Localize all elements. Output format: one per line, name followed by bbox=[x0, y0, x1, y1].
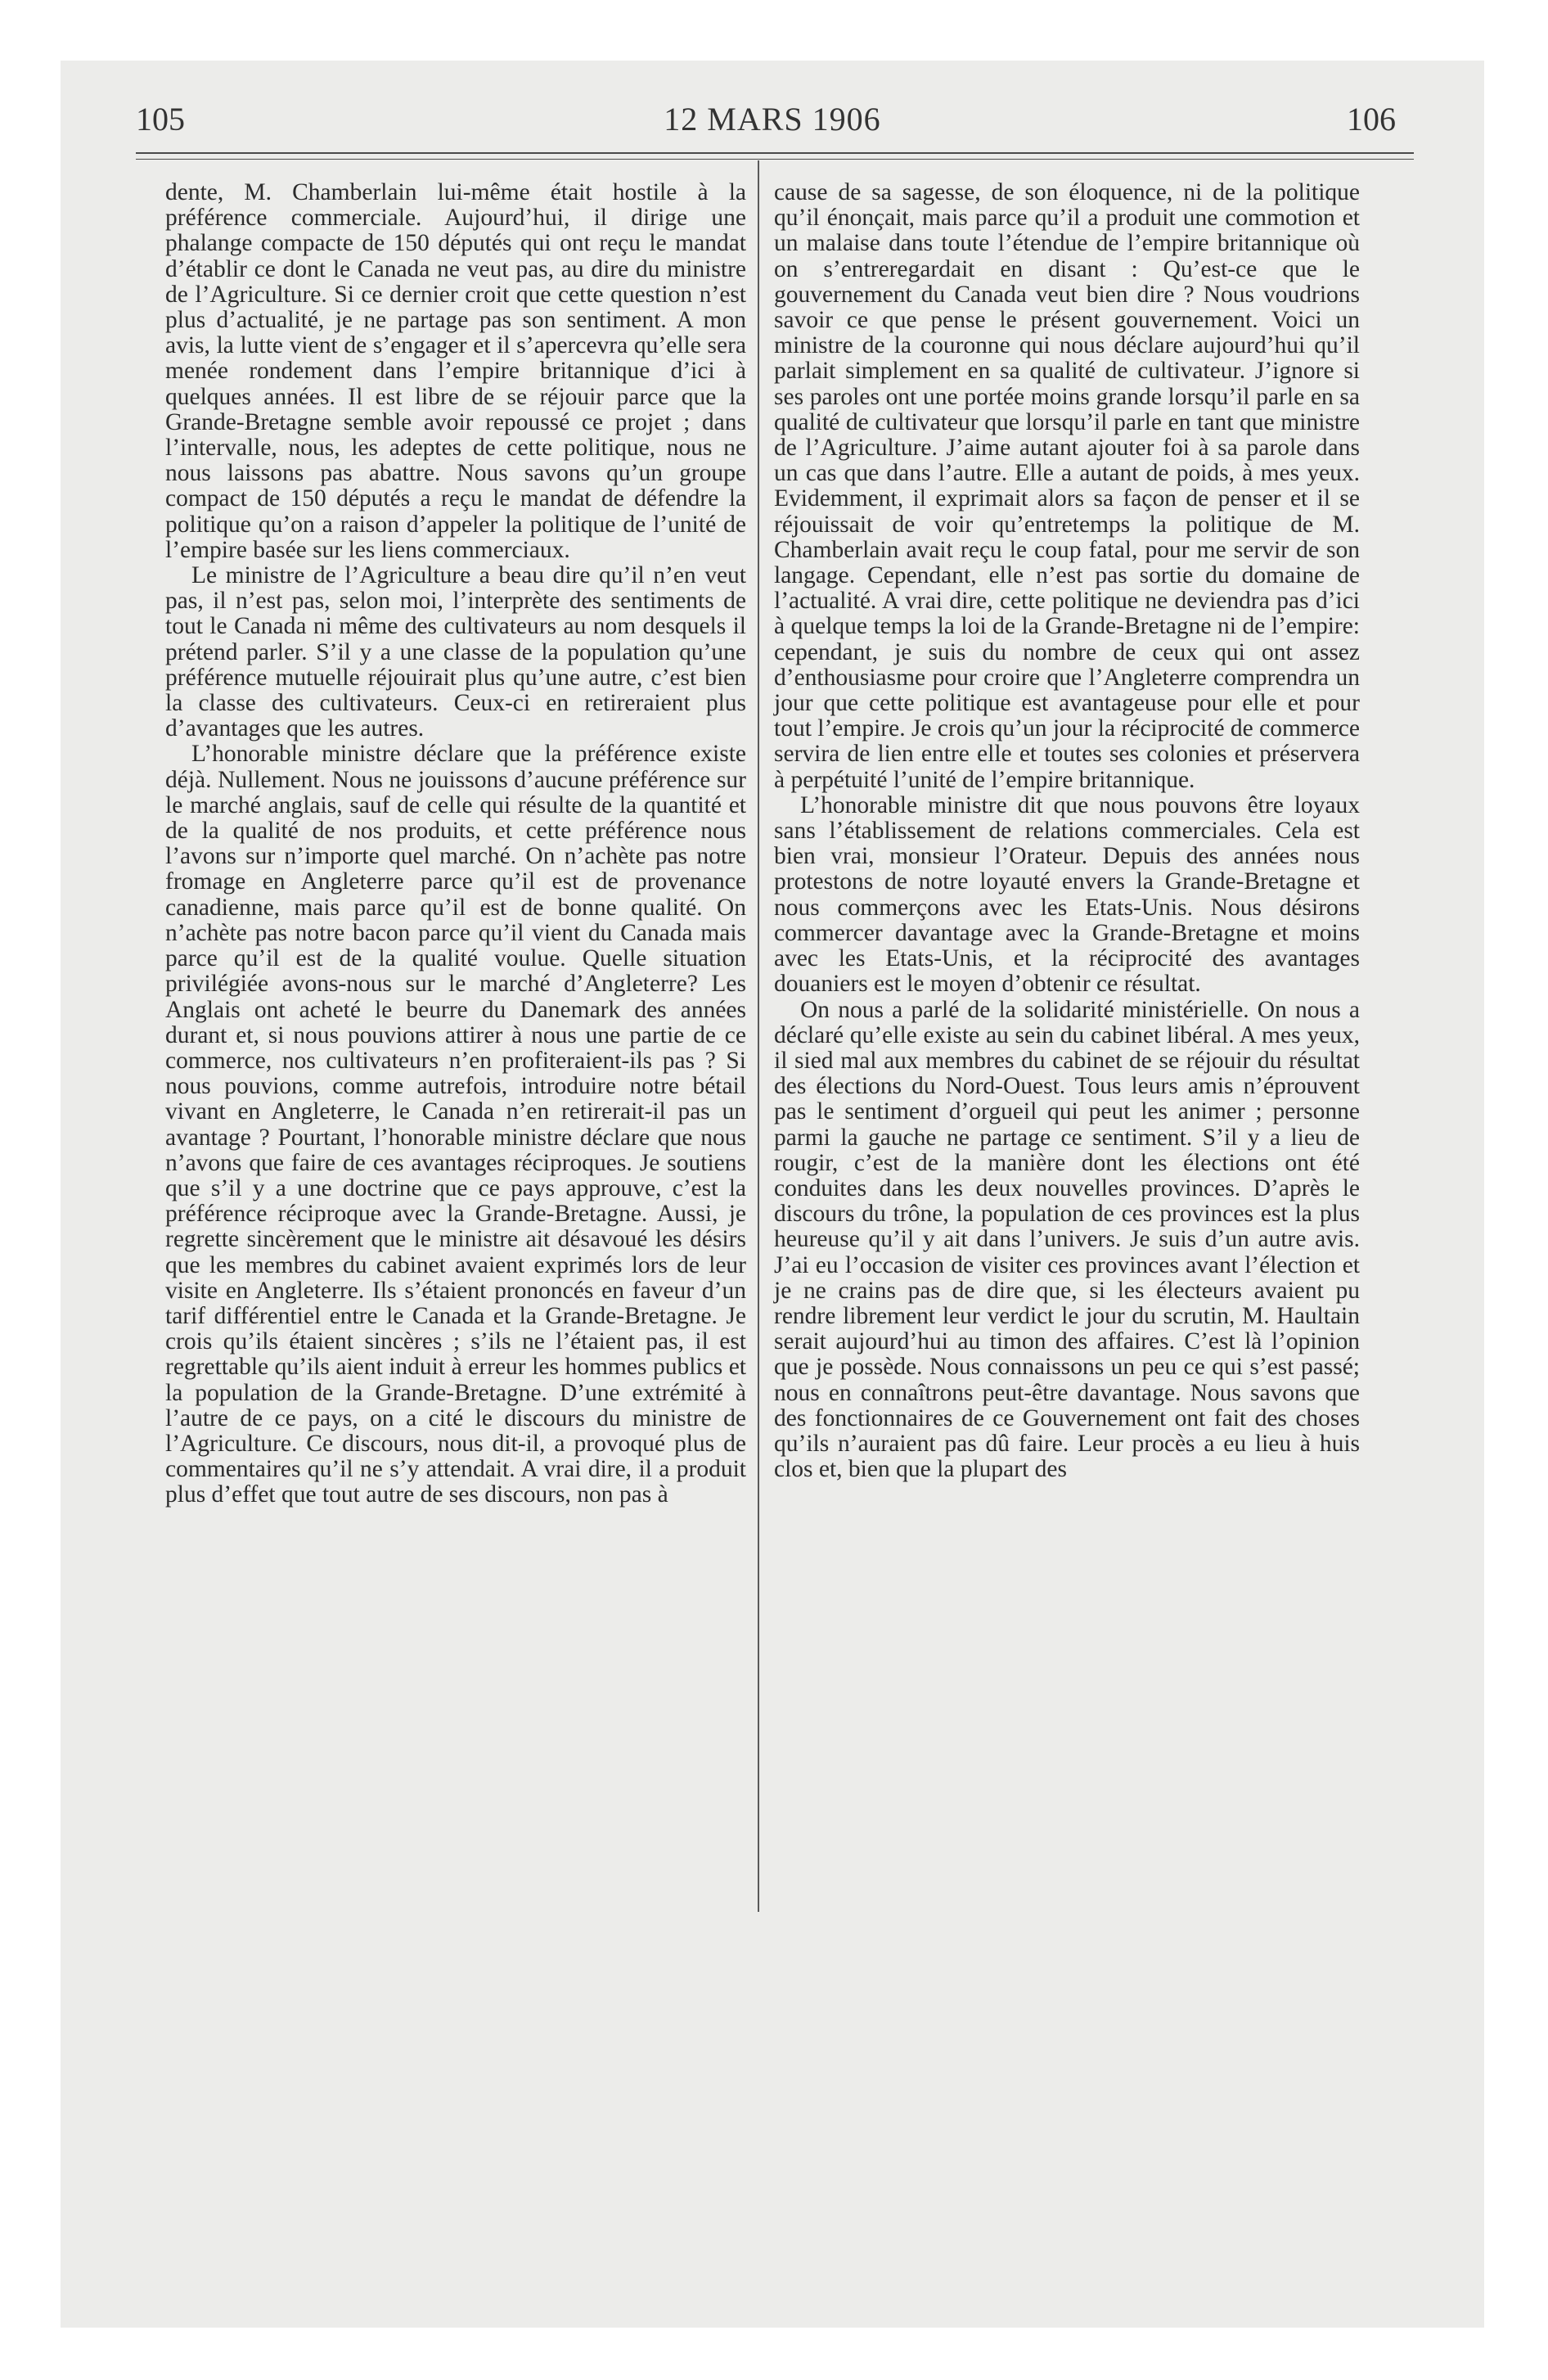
left-column bbox=[165, 180, 746, 1508]
header-date: 12 MARS 1906 bbox=[664, 101, 881, 137]
paragraph: dente, M. Chamberlain lui-même était hostile à la préférence commerciale. Aujourd’hui, il dirige une phalange compacte de 150 députés qui ont reçu le mandat d’établir ce dont le Canada ne veut pas, au dire du ministre de l’Agriculture. Si ce dernier croit que cette question n’est plus d’actualité, je ne partage pas son sentiment. A mon avis, la lutte vient de s’engager et il s’apercevra qu’elle sera menée rondement dans l’empire britannique d’ici à quelques années. Il est libre de se réjouir parce que la Grande-Bretagne semble avoir repoussé ce projet ; dans l’intervalle, nous, les adeptes de cette politique, nous ne nous laissons pas abattre. Nous savons qu’un groupe compact de 150 députés a reçu le mandat de défendre la politique qu’on a raison d’appeler la politique de l’unité de l’empire basée sur les liens commerciaux. bbox=[165, 179, 746, 563]
document-page bbox=[61, 61, 1484, 2328]
paragraph: Le ministre de l’Agriculture a beau dire qu’il n’en veut pas, il n’est pas, selon moi, l’interprète des sentiments de tout le Canada ni même des cultivateurs au nom desquels il prétend parler. S’il y a une classe de la population qu’une préférence mutuelle réjouirait plus qu’une autre, c’est bien la classe des cultivateurs. Ceux-ci en retireraient plus d’avantages que les autres. bbox=[165, 562, 746, 742]
column-divider bbox=[758, 160, 759, 1912]
paragraph: L’honorable ministre dit que nous pouvons être loyaux sans l’établissement de relations commerciales. Cela est bien vrai, monsieur l’Orateur. Depuis des années nous protestons de notre loyauté envers la Grande-Bretagne et nous commerçons avec les Etats-Unis. Nous désirons commercer davantage avec la Grande-Bretagne et moins avec les Etats-Unis, et la réciprocité des avantages douaniers est le moyen d’obtenir ce résultat. bbox=[774, 791, 1360, 998]
page-number-right: 106 bbox=[1347, 101, 1396, 137]
paragraph: cause de sa sagesse, de son éloquence, ni de la politique qu’il énonçait, mais parce qu’il a produit une commotion et un malaise dans toute l’étendue de l’empire britannique où on s’entreregardait en disant : Qu’est-ce que le gouvernement du Canada veut bien dire ? Nous voudrions savoir ce que pense le présent gouvernement. Voici un ministre de la couronne qui nous déclare aujourd’hui qu’il parlait simplement en sa qualité de cultivateur. J’ignore si ses paroles ont une portée moins grande lorsqu’il parle en sa qualité de cultivateur que lorsqu’il parle en tant que ministre de l’Agriculture. J’aime autant ajouter foi à sa parole dans un cas que dans l’autre. Elle a autant de poids, à mes yeux. Evidemment, il exprimait alors sa façon de penser et il se réjouissait de voir qu’entretemps la politique de M. Chamberlain avait reçu le coup fatal, pour me servir de son langage. Cependant, elle n’est pas sortie du domaine de l’actualité. A vrai dire, cette politique ne deviendra pas d’ici à quelque temps la loi de la Grande-Bretagne ni de l’empire: cependant, je suis du nombre de ceux qui ont assez d’enthousiasme pour croire que l’Angleterre comprendra un jour que cette politique est avantageuse pour elle et pour tout l’empire. Je crois qu’un jour la réciprocité de commerce servira de lien entre elle et toutes ses colonies et préservera à perpétuité l’unité de l’empire britannique. bbox=[774, 179, 1360, 793]
page-header bbox=[61, 77, 1484, 147]
header-rule-thin bbox=[136, 159, 1414, 160]
page-number-left: 105 bbox=[136, 101, 185, 137]
paragraph: L’honorable ministre déclare que la préférence existe déjà. Nullement. Nous ne jouissons d’aucune préférence sur le marché anglais, sauf de celle qui résulte de la quantité et de la qualité de nos produits, et cette préférence nous l’avons sur n’importe quel marché. On n’achète pas notre fromage en Angleterre parce qu’il est de provenance canadienne, mais parce qu’il est de bonne qualité. On n’achète pas notre bacon parce qu’il vient du Canada mais parce qu’il est de la qualité voulue. Quelle situation privilégiée avons-nous sur le marché d’Angleterre? Les Anglais ont acheté le beurre du Danemark des années durant et, si nous pouvions attirer à nous une partie de ce commerce, nos cultivateurs n’en profiteraient-ils pas ? Si nous pouvions, comme autrefois, introduire notre bétail vivant en Angleterre, le Canada n’en retirerait-il pas un avantage ? Pourtant, l’honorable ministre déclare que nous n’avons que faire de ces avantages réciproques. Je soutiens que s’il y a une doctrine que ce pays approuve, c’est la préférence réciproque avec la Grande-Bretagne. Aussi, je regrette sincèrement que le ministre ait désavoué les désirs que les membres du cabinet avaient exprimés lors de leur visite en Angleterre. Ils s’étaient prononcés en faveur d’un tarif différentiel entre le Canada et la Grande-Bretagne. Je crois qu’ils étaient sincères ; s’ils ne l’étaient pas, il est regrettable qu’ils aient induit à erreur les hommes publics et la population de la Grande-Bretagne. D’une extrémité à l’autre de ce pays, on a cité le discours du ministre de l’Agriculture. Ce discours, nous dit-il, a provoqué plus de commentaires qu’il ne s’y attendait. A vrai dire, il a produit plus d’effet que tout autre de ses discours, non pas à bbox=[165, 741, 746, 1508]
right-column bbox=[774, 180, 1360, 1482]
paragraph: On nous a parlé de la solidarité ministérielle. On nous a déclaré qu’elle existe au sein du cabinet libéral. A mes yeux, il sied mal aux membres du cabinet de se réjouir du résultat des élections du Nord-Ouest. Tous leurs amis n’éprouvent pas le sentiment d’orgueil qui peut les animer ; personne parmi la gauche ne partage ce sentiment. S’il y a lieu de rougir, c’est de la manière dont les élections ont été conduites dans les deux nouvelles provinces. D’après le discours du trône, la population de ces provinces est la plus heureuse qu’il y ait dans l’univers. Je suis d’un autre avis. J’ai eu l’occasion de visiter ces provinces avant l’élection et je ne crains pas de dire que, si les électeurs avaient pu rendre librement leur verdict le jour du scrutin, M. Haultain serait aujourd’hui au timon des affaires. C’est là l’opinion que je possède. Nous connaissons un peu ce qui s’est passé; nous en connaîtrons peut-être davantage. Nous savons que des fonctionnaires de ce Gouvernement ont fait des choses qu’ils n’auraient pas dû faire. Leur procès a eu lieu à huis clos et, bien que la plupart des bbox=[774, 996, 1360, 1483]
header-rule bbox=[136, 152, 1414, 154]
